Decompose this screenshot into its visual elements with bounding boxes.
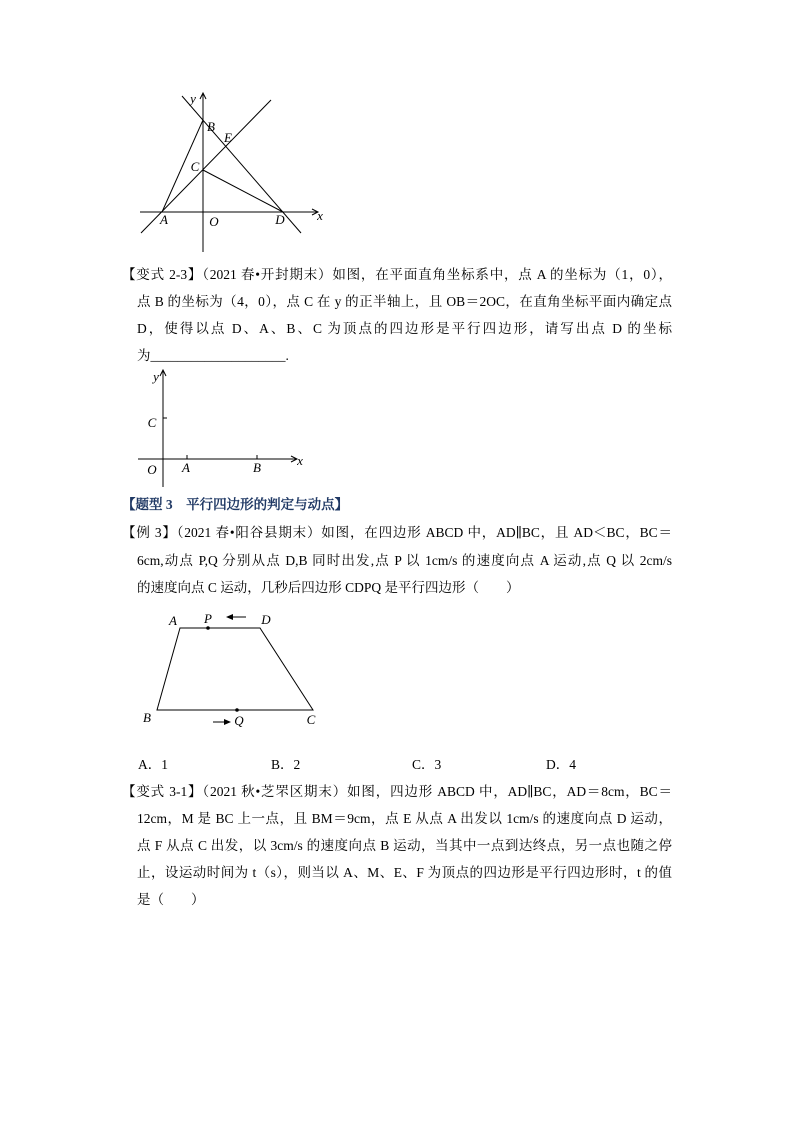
option-b: B．2 xyxy=(271,757,301,772)
text-line: 止，设运动时间为 t（s），则当以 A、M、E、F 为顶点的四边形是平行四边形时，t 的值 xyxy=(137,865,672,880)
answer-blank-line: 为____________________. xyxy=(137,348,289,363)
answer-options xyxy=(0,751,794,778)
section-heading: 【题型 3 平行四边形的判定与动点】 xyxy=(122,497,349,512)
label-a: A xyxy=(182,460,190,475)
option-a: A．1 xyxy=(138,757,168,772)
figure-3-trapezoid xyxy=(138,606,328,730)
text-line: 点 F 从点 C 出发，以 3cm/s 的速度向点 B 运动，当其中一点到达终点，另一点也随之停 xyxy=(137,838,672,853)
variant-3-1-text xyxy=(122,778,672,913)
label-o: O xyxy=(209,214,219,229)
text-line: D，使得以点 D、A、B、C 为顶点的四边形是平行四边形，请写出点 D 的坐标 xyxy=(137,321,672,336)
label-p: P xyxy=(204,611,212,626)
text-line: 的速度向点 C 运动，几秒后四边形 CDPQ 是平行四边形（ ） xyxy=(137,580,520,595)
arrow-right-head xyxy=(224,719,231,725)
option-d: D．4 xyxy=(546,757,576,772)
label-d: D xyxy=(261,612,271,627)
label-b: B xyxy=(143,710,151,725)
figure-1-coordinate-diagram xyxy=(130,86,330,258)
segment-cd xyxy=(203,170,283,212)
text-line: 6cm,动点 P,Q 分别从点 D,B 同时出发,点 P 以 1cm/s 的速度向点 A 运动,点 Q 以 2cm/s xyxy=(137,552,672,568)
label-y: y xyxy=(153,369,159,384)
text-line: 【变式 2-3】（2021 春•开封期末）如图，在平面直角坐标系中，点 A 的坐标为（1，0）， xyxy=(122,267,672,282)
label-e: E xyxy=(224,130,232,145)
label-a: A xyxy=(169,613,177,628)
label-c: C xyxy=(306,712,316,727)
label-b: B xyxy=(253,460,261,475)
label-a: A xyxy=(160,212,168,227)
label-x: x xyxy=(317,208,323,223)
point-q-dot xyxy=(235,708,239,712)
trapezoid-abcd xyxy=(157,628,313,710)
label-d: D xyxy=(275,212,285,227)
label-y: y xyxy=(190,91,196,106)
text-line: 是（ ） xyxy=(137,892,205,907)
label-o: O xyxy=(147,462,157,477)
figure-2-coordinate-axes xyxy=(130,364,310,492)
text-line: 12cm，M 是 BC 上一点，且 BM＝9cm，点 E 从点 A 出发以 1cm/s 的速度向点 D 运动， xyxy=(137,811,672,826)
variant-2-3-text xyxy=(122,261,672,369)
text-line: 【变式 3-1】（2021 秋•芝罘区期末）如图，四边形 ABCD 中，AD∥BC，AD＝8cm，BC＝ xyxy=(122,784,672,799)
label-c: C xyxy=(147,415,157,430)
label-b: B xyxy=(207,119,215,134)
point-p-dot xyxy=(206,626,210,630)
label-c: C xyxy=(190,159,200,174)
arrow-left-head xyxy=(226,614,233,620)
text-line: 点 B 的坐标为（4，0），点 C 在 y 的正半轴上，且 OB＝2OC，在直角坐标平面内确定点 xyxy=(137,294,672,309)
label-x: x xyxy=(297,453,303,468)
option-c: C．3 xyxy=(412,757,442,772)
text-line: 【例 3】（2021 春•阳谷县期末）如图，在四边形 ABCD 中，AD∥BC，且 AD＜BC，BC＝ xyxy=(122,525,672,540)
example-3-text xyxy=(122,519,672,602)
label-q: Q xyxy=(234,713,244,728)
